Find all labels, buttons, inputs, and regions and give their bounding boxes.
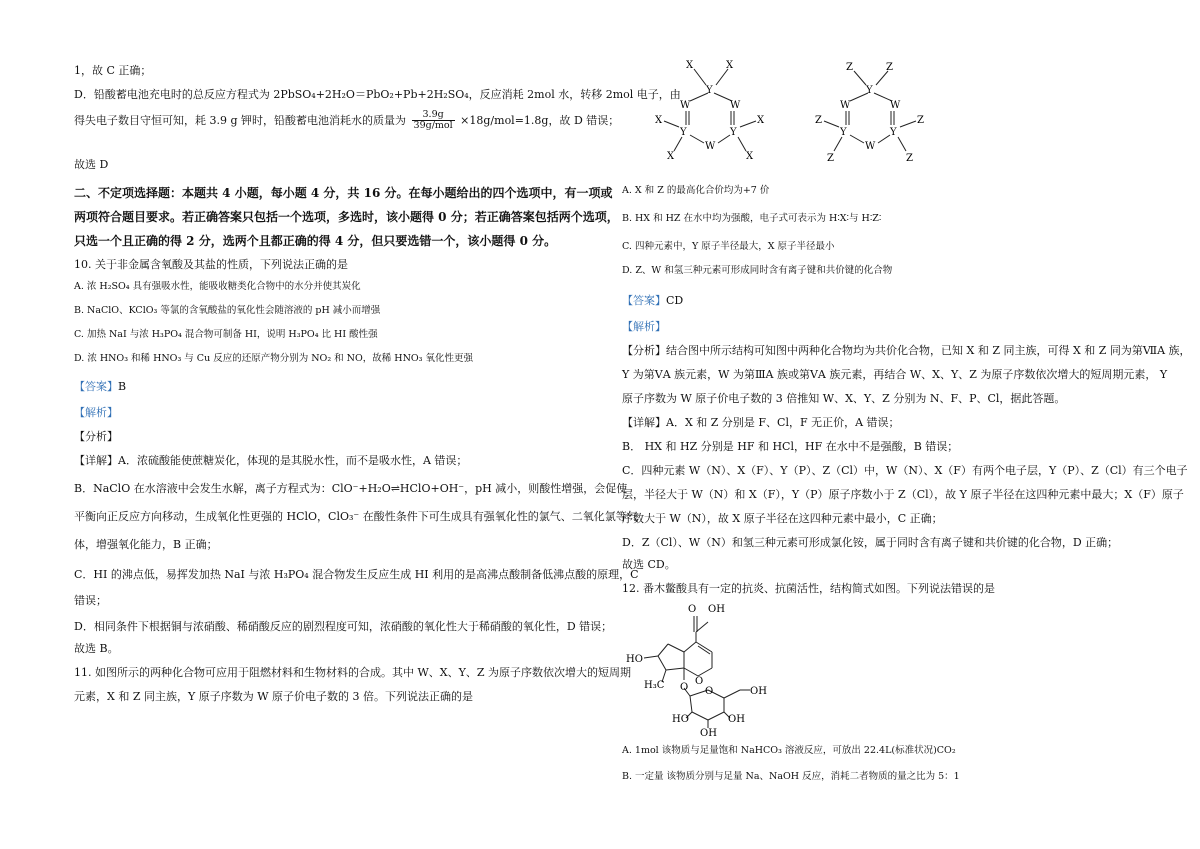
text-line: 错误； [74,594,107,607]
answer-line [74,378,126,395]
text-line: 【分析】结合图中所示结构可知图中两种化合物均为共价化合物，已知 X 和 Z 同主族，可得 X 和 Z 同为第ⅦA 族， [622,344,1191,357]
atom-label: OH [708,604,725,615]
option-d: D. 浓 HNO₃ 和稀 HNO₃ 与 Cu 反应的还原产物分别为 NO₂ 和 NO，故稀 HNO₃ 氧化性更强 [74,353,474,364]
option-b: B. 一定量 该物质分别与足量 Na、NaOH 反应，消耗二者物质的量之比为 5：1 [622,771,960,782]
answer-tag: 【答案】 [622,294,666,307]
text-line: 【详解】A．X 和 Z 分别是 F、Cl，F 无正价，A 错误； [622,416,900,429]
atom-label: Y [730,127,737,138]
atom-label: Z [815,115,822,126]
atom-label: X [655,115,663,126]
option-b: B. NaClO、KClO₃ 等氯的含氧酸盐的氧化性会随溶液的 pH 减小而增强 [74,305,381,316]
text-line: B． HX 和 HZ 分别是 HF 和 HCl，HF 在水中不是强酸，B 错误； [622,440,959,453]
question-stem: 元素，X 和 Z 同主族，Y 原子序数为 W 原子价电子数的 3 倍。下列说法正确的是 [74,690,474,703]
section-heading: 只选一个且正确的得 2 分，选两个且都正确的得 4 分，但只要选错一个，该小题得 0 分。 [74,234,557,248]
atom-label: X [746,151,754,162]
atom-label: X [667,151,675,162]
atom-label: W [705,141,716,152]
text-line: 故选 CD。 [622,558,676,571]
atom-label: W [730,100,741,111]
atom-label: O [705,686,714,697]
question-stem: 11. 如图所示的两种化合物可应用于阻燃材料和生物材料的合成。其中 W、X、Y、Z 为原子序数依次增大的短周期 [74,666,632,679]
ring-structure-x [664,69,756,151]
text-line: C．HI 的沸点低，易挥发加热 NaI 与浓 H₃PO₄ 混合物发生反应生成 HI 利用的是高沸点酸制备低沸点酸的原理，C [74,568,639,581]
atom-label: Z [846,62,853,73]
text-line: 【详解】A．浓硫酸能使蔗糖炭化，体现的是其脱水性，而不是吸水性，A 错误； [74,454,468,467]
fraction [412,110,455,132]
text-line: D．铅酸蓄电池充电时的总反应方程式为 2PbSO₄+2H₂O＝PbO₂+Pb+2H₂SO₄，反应消耗 2mol 水，转移 2mol 电子，由 [74,88,681,101]
molecule-bonds [644,616,750,728]
atom-label: W [680,100,691,111]
answer-line [622,292,683,309]
fraction-denominator: 39g/mol [413,120,453,132]
option-d: D. Z、W 和氢三种元素可形成同时含有离子键和共价键的化合物 [622,265,893,276]
analysis-tag: 【解析】 [74,406,118,419]
analysis-header: 【分析】 [74,430,118,443]
atom-label: Y [890,127,897,138]
text-line: D．相同条件下根据铜与浓硝酸、稀硝酸反应的剧烈程度可知，浓硝酸的氧化性大于稀硝酸的氧化性，D 错误； [74,620,613,633]
answer-tag: 【答案】 [74,380,118,393]
atom-label: O [688,604,697,615]
atom-label: OH [728,714,745,725]
atom-label: HO [672,714,689,725]
atom-label: X [757,115,765,126]
atom-label: X [686,60,694,71]
text-line: 故选 D [74,158,109,171]
atom-label: HO [626,654,643,665]
atom-label: Z [906,153,913,164]
text-line: Y 为第ⅤA 族元素，W 为第ⅢA 族或第ⅤA 族元素，再结合 W、X、Y、Z 为原子序数依次增大的短周期元素， Y [622,368,1168,381]
atom-label: Z [827,153,834,164]
answer-value: B [118,380,127,393]
text-line: 序数大于 W（N），故 X 原子半径在这四种元素中最小，C 正确； [622,512,943,525]
atom-label: OH [700,728,717,738]
text-line: 原子序数为 W 原子价电子数的 3 倍推知 W、X、Y、Z 分别为 N、F、P、Cl，据此答题。 [622,392,1066,405]
atom-label: Z [917,115,924,126]
question-stem: 12. 番木鳖酸具有一定的抗炎、抗菌活性，结构简式如图。下列说法错误的是 [622,582,995,595]
atom-label: Y [840,127,847,138]
text-line: 层，半径大于 W（N）和 X（F），Y（P）原子序数小于 Z（Cl），故 Y 原子半径在这四种元素中最大；X（F）原子 [622,488,1184,501]
text-segment: 得失电子数目守恒可知，耗 3.9 g 钾时，铅酸蓄电池消耗水的质量为 [74,113,407,127]
atom-label: W [890,100,901,111]
option-c: C. 四种元素中，Y 原子半径最大，X 原子半径最小 [622,241,835,252]
ring-structure-z [824,71,916,151]
option-a: A. X 和 Z 的最高化合价均为+7 价 [622,185,770,196]
answer-value: CD [666,294,684,307]
atom-label: Y [706,85,713,96]
section-heading: 二、不定项选择题：本题共 4 小题，每小题 4 分，共 16 分。在每小题给出的四个选项中，有一项或 [74,186,613,200]
text-line: 体，增强氧化能力，B 正确； [74,538,218,551]
text-line: D．Z（Cl）、W（N）和氢三种元素可形成氯化铵，属于同时含有离子键和共价键的化合物，D 正确； [622,536,1119,549]
text-line: 平衡向正反应方向移动，生成氧化性更强的 HClO，ClO₃⁻ 在酸性条件下可生成具有强氧化性的氯气、二氧化氯等气 [74,510,638,523]
atom-label: O [680,682,689,693]
text-line: B．NaClO 在水溶液中会发生水解，离子方程式为：ClO⁻+H₂O⇌HClO+OH⁻，pH 减小，则酸性增强，会促使 [74,482,628,495]
atom-label: OH [750,686,767,697]
text-line: 1，故 C 正确； [74,64,152,77]
section-heading: 两项符合题目要求。若正确答案只包括一个选项，多选时，该小题得 0 分；若正确答案包括两个选项， [74,210,619,224]
atom-label: W [840,100,851,111]
atom-label: W [865,141,876,152]
atom-label: Z [886,62,893,73]
fraction-numerator: 3.9g [412,110,455,121]
text-segment: ×18g/mol=1.8g，故 D 错误； [460,113,620,127]
text-line: C．四种元素 W（N）、X（F）、Y（P）、Z（Cl）中，W（N）、X（F）有两个电子层，Y（P）、Z（Cl）有三个电子 [622,464,1188,477]
option-a: A. 浓 H₂SO₄ 具有强吸水性，能吸收糖类化合物中的水分并使其炭化 [74,281,361,292]
option-c: C. 加热 NaI 与浓 H₃PO₄ 混合物可制备 HI，说明 H₃PO₄ 比 HI 酸性强 [74,329,378,340]
option-a: A. 1mol 该物质与足量饱和 NaHCO₃ 溶液反应，可放出 22.4L(标准状况)CO₂ [622,745,956,756]
analysis-tag: 【解析】 [622,320,666,333]
atom-label: X [726,60,734,71]
text-line: 故选 B。 [74,642,119,655]
text-line-with-fraction [74,110,619,132]
atom-label: O [695,676,704,687]
option-b: B. HX 和 HZ 在水中均为强酸，电子式可表示为 H∶X∶与 H∶Z∶ [622,213,882,224]
atom-label: Y [866,85,873,96]
ring-structures-diagram [642,55,972,170]
atom-label: Y [680,127,687,138]
atom-label: H₃C [644,680,665,691]
molecule-structure-diagram [622,598,782,738]
question-stem: 10. 关于非金属含氧酸及其盐的性质，下列说法正确的是 [74,258,348,271]
